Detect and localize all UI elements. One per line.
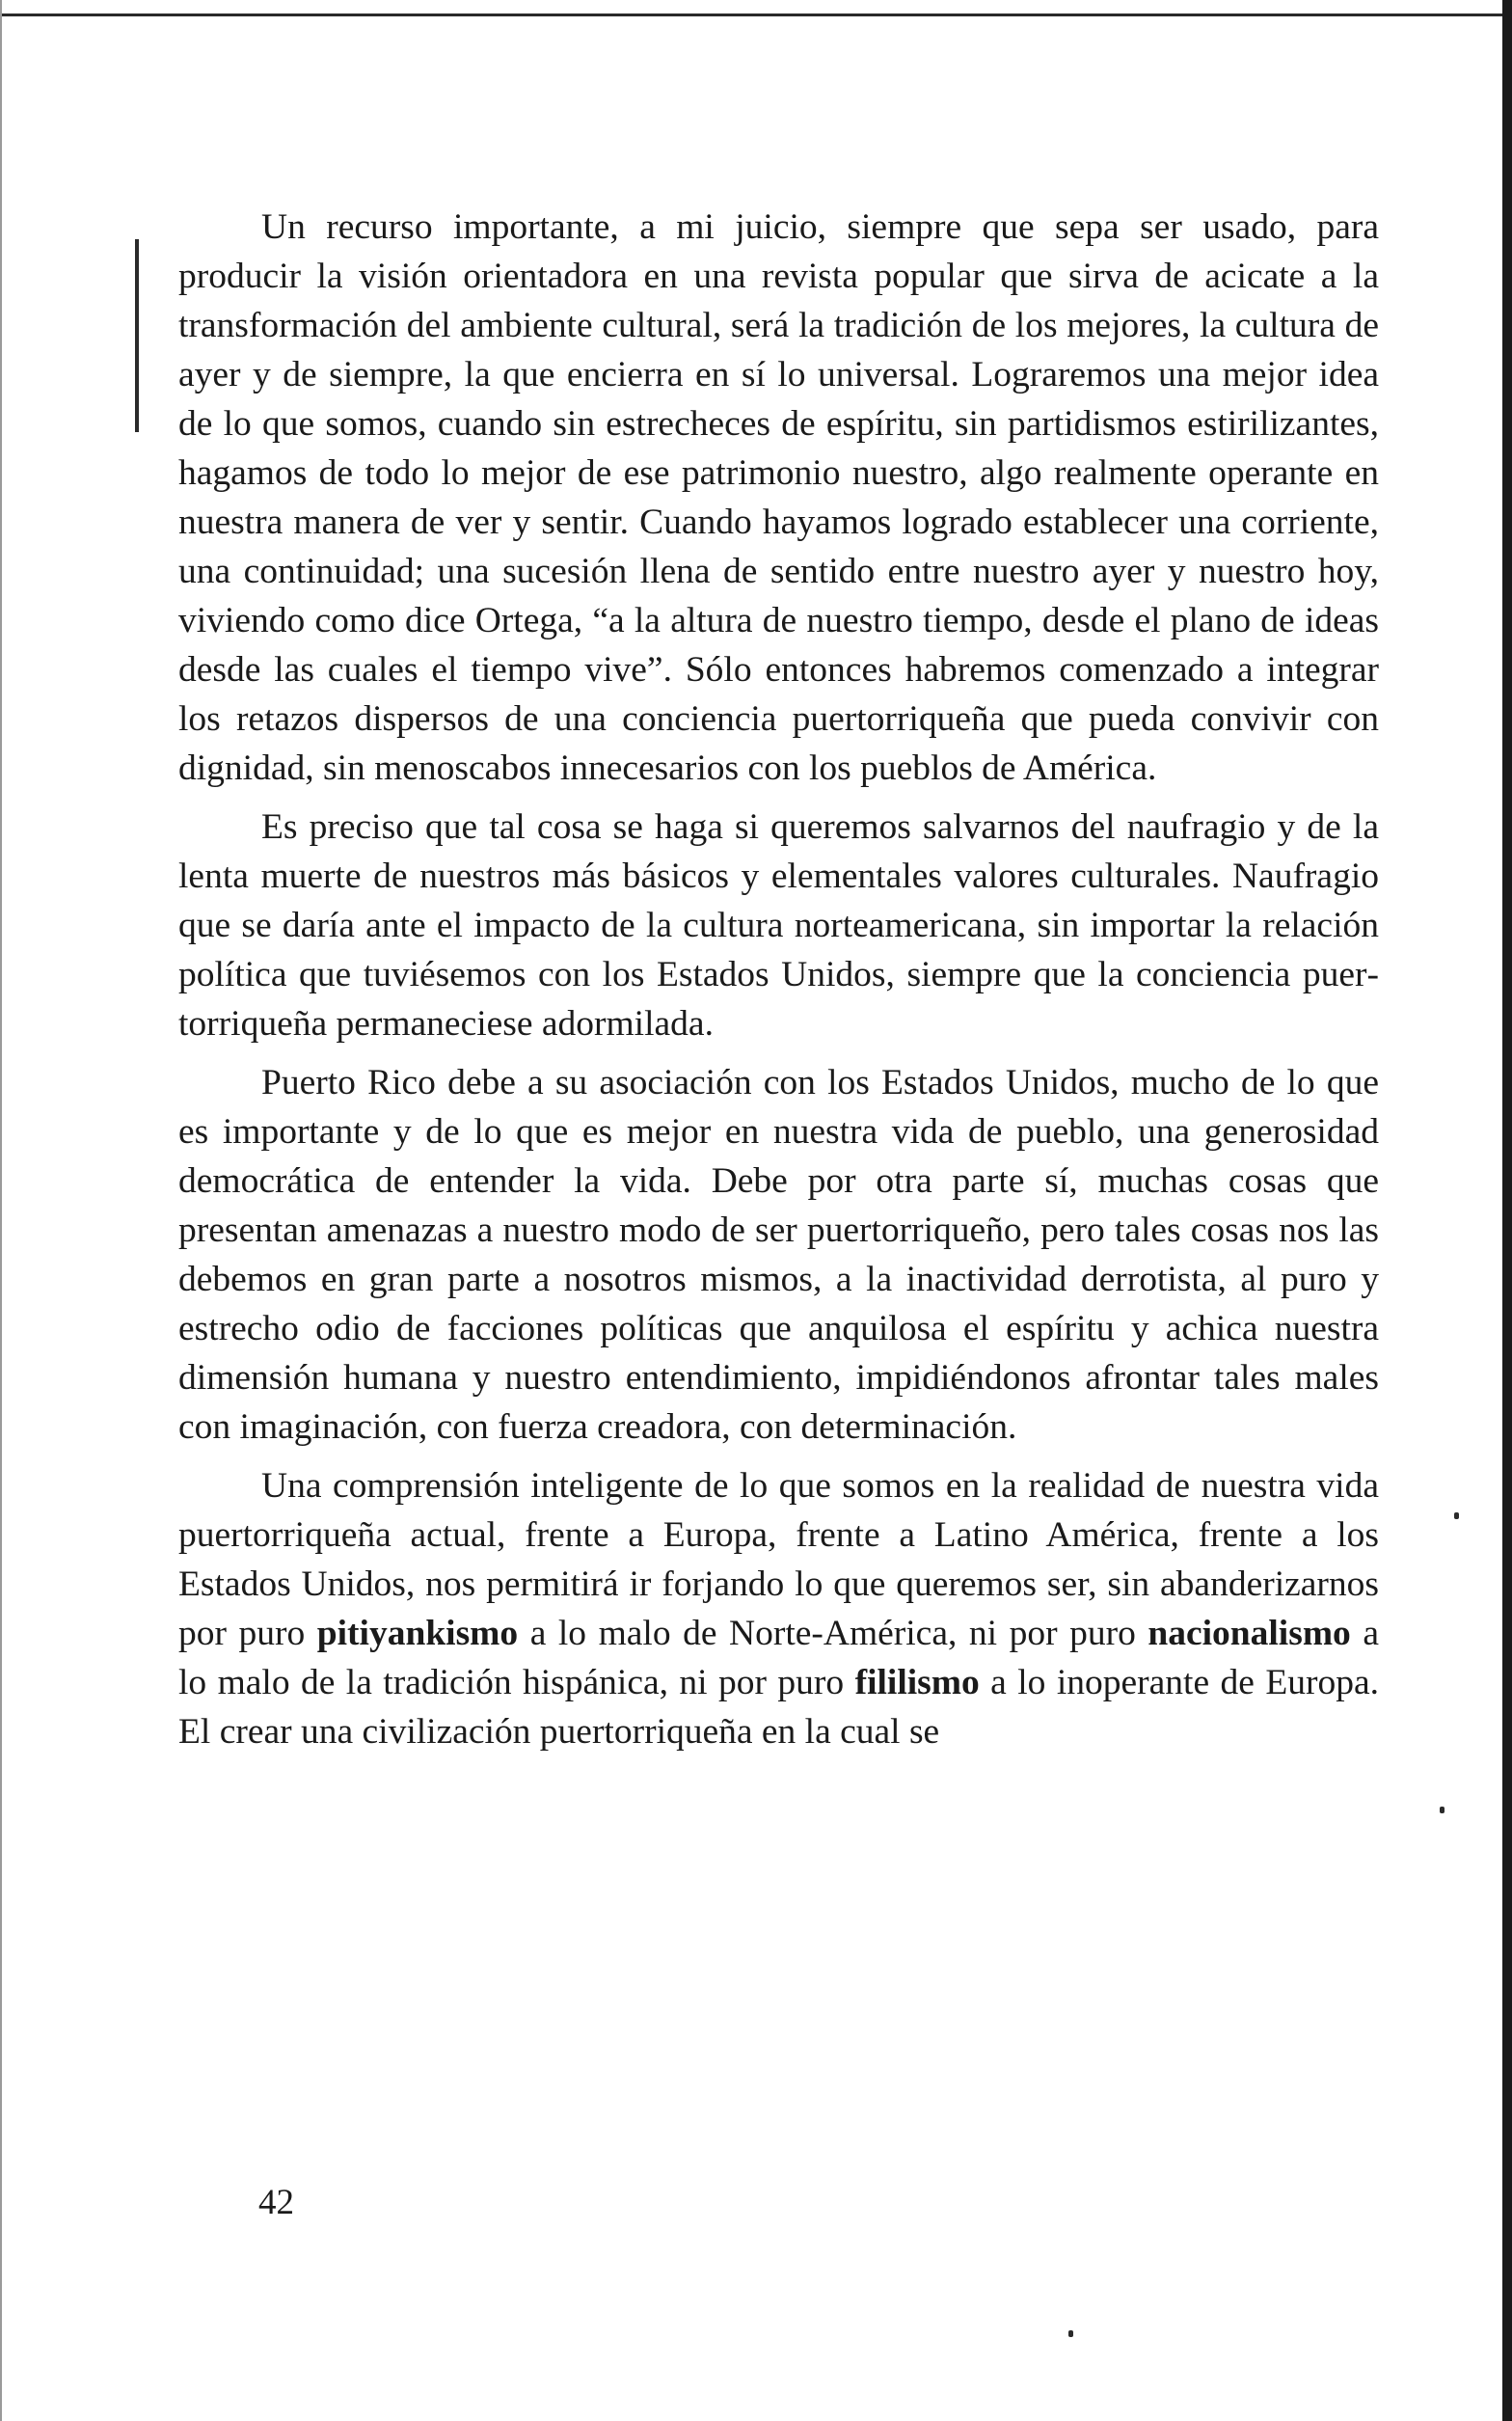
page-left-edge	[0, 0, 2, 2421]
page-right-edge	[1502, 0, 1512, 2421]
paragraph-4	[178, 1461, 1379, 1756]
paragraph-1-text: Un recurso importante, a mi juicio, siempre que sepa ser usado, para producir la visión orientadora en una revista popular que sirva de acicate a la transformación del ambiente cultural, será la tradición de los mejores, la cultura de ayer y de siempre, la que encierra en sí lo universal. Lograremos una mejor idea de lo que somos, cuando sin estrecheces de espíritu, sin partidismos estirilizantes, hagamos de todo lo mejor de ese patrimonio nuestro, algo realmente operante en nuestra manera de ver y sentir. Cuando hayamos logrado establecer una corriente, una continuidad; una sucesión llena de sentido entre nuestro ayer y nuestro hoy, viviendo como dice Ortega, “a la altura de nuestro tiempo, desde el plano de ideas desde las cuales el tiempo vive”. Sólo entonces habremos comenzado a integrar los retazos dispersos de una conciencia puertorriqueña que pueda convivir con dignidad, sin menoscabos innecesarios con los pueblos de América.	[178, 207, 1379, 788]
paragraph-4-text-c: a lo malo de la tradición hispánica, ni por puro	[178, 1614, 1379, 1702]
term-fililismo: fililismo	[854, 1663, 980, 1702]
paragraph-4-text-d: a lo inoperante de Europa. El crear una civilización puertorriqueña en la cual se	[178, 1663, 1379, 1752]
paragraph-2	[178, 802, 1379, 1048]
page-top-rule	[0, 14, 1512, 16]
paragraph-4-text-a: Una comprensión inteligente de lo que somos en la realidad de nuestra vida puertorriqueña actual, frente a Europa, frente a Latino América, frente a los Estados Unidos, nos permitirá ir forjando lo que queremos ser, sin abanderizarnos por puro	[178, 1466, 1379, 1653]
paragraph-2-text: Es preciso que tal cosa se haga si queremos salvarnos del naufragio y de la lenta muerte de nuestros más básicos y elementales valores culturales. Naufragio que se daría ante el impacto de la cultura norteamericana, sin importar la relación política que tuviésemos con los Estados Unidos, siempre que la conciencia puertorriqueña permaneciese adormilada.	[178, 807, 1379, 1044]
page-number: 42	[258, 2183, 294, 2222]
paragraph-3	[178, 1058, 1379, 1452]
scan-speck	[1440, 1807, 1444, 1813]
body-text	[178, 203, 1379, 1766]
term-nacionalismo: nacionalismo	[1148, 1614, 1351, 1653]
paragraph-3-text: Puerto Rico debe a su asociación con los Estados Unidos, mucho de lo que es importante y de lo que es mejor en nuestra vida de pueblo, una generosidad democrática de entender la vida. Debe por otra parte sí, muchas cosas que presentan amenazas a nuestro modo de ser puertorriqueño, pero tales cosas nos las debemos en gran parte a nosotros mismos, a la inactividad derrotista, al puro y estrecho odio de facciones políticas que anquilosa el espíritu y achica nuestra dimensión humana y nuestro entendimiento, impidiéndonos afrontar tales males con imaginación, con fuerza creadora, con determinación.	[178, 1063, 1379, 1447]
paragraph-4-text-b: a lo malo de Norte-América, ni por puro	[518, 1614, 1148, 1653]
scan-speck	[1068, 2330, 1073, 2337]
scan-speck	[1454, 1512, 1459, 1519]
margin-mark	[135, 239, 139, 432]
term-pitiyankismo: pitiyankismo	[316, 1614, 519, 1653]
paragraph-1	[178, 203, 1379, 793]
